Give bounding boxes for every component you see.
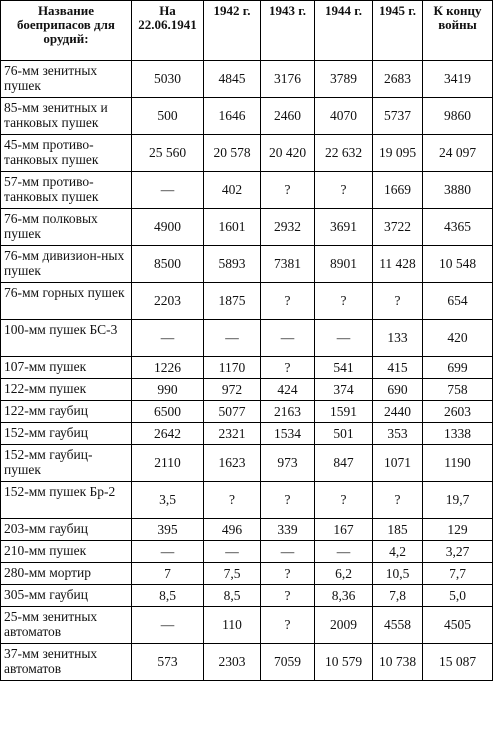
- ammo-name: 85-мм зенитных и танковых пушек: [1, 98, 132, 135]
- value-1942: 1646: [204, 98, 261, 135]
- value-1945: ?: [373, 283, 423, 320]
- value-1941: 3,5: [132, 482, 204, 519]
- value-1943: 2163: [261, 401, 315, 423]
- value-1941: 8,5: [132, 585, 204, 607]
- value-1944: 501: [315, 423, 373, 445]
- table-row: [1, 482, 493, 519]
- value-1943: 7059: [261, 644, 315, 681]
- value-1941: 25 560: [132, 135, 204, 172]
- value-1944: 6,2: [315, 563, 373, 585]
- table-row: [1, 357, 493, 379]
- value-end-of-war: 1338: [423, 423, 493, 445]
- value-end-of-war: 7,7: [423, 563, 493, 585]
- value-1944: 10 579: [315, 644, 373, 681]
- value-1944: 3789: [315, 61, 373, 98]
- value-1941: —: [132, 607, 204, 644]
- value-1944: —: [315, 320, 373, 357]
- value-end-of-war: 1190: [423, 445, 493, 482]
- value-end-of-war: 2603: [423, 401, 493, 423]
- value-end-of-war: 129: [423, 519, 493, 541]
- table-row: [1, 283, 493, 320]
- value-1941: 573: [132, 644, 204, 681]
- ammo-name: 100-мм пушек БС-3: [1, 320, 132, 357]
- value-1941: 1226: [132, 357, 204, 379]
- value-1942: 5893: [204, 246, 261, 283]
- value-end-of-war: 24 097: [423, 135, 493, 172]
- value-1944: 847: [315, 445, 373, 482]
- table-header: [1, 1, 493, 61]
- value-1943: 1534: [261, 423, 315, 445]
- value-1945: 133: [373, 320, 423, 357]
- value-end-of-war: 15 087: [423, 644, 493, 681]
- table-row: [1, 563, 493, 585]
- value-1943: 2932: [261, 209, 315, 246]
- value-1942: 2321: [204, 423, 261, 445]
- ammo-name: 305-мм гаубиц: [1, 585, 132, 607]
- value-1942: 972: [204, 379, 261, 401]
- table-row: [1, 519, 493, 541]
- table-row: [1, 172, 493, 209]
- value-end-of-war: 3880: [423, 172, 493, 209]
- value-end-of-war: 3,27: [423, 541, 493, 563]
- value-1942: 110: [204, 607, 261, 644]
- value-end-of-war: 19,7: [423, 482, 493, 519]
- value-1944: 1591: [315, 401, 373, 423]
- value-end-of-war: 4365: [423, 209, 493, 246]
- value-1942: 496: [204, 519, 261, 541]
- value-1944: 22 632: [315, 135, 373, 172]
- value-1944: 8901: [315, 246, 373, 283]
- ammo-name: 152-мм гаубиц: [1, 423, 132, 445]
- ammo-name: 107-мм пушек: [1, 357, 132, 379]
- value-1942: 1875: [204, 283, 261, 320]
- ammo-name: 76-мм горных пушек: [1, 283, 132, 320]
- value-1945: 185: [373, 519, 423, 541]
- header-1942: 1942 г.: [204, 1, 261, 61]
- table-row: [1, 246, 493, 283]
- value-1941: 500: [132, 98, 204, 135]
- ammo-name: 122-мм пушек: [1, 379, 132, 401]
- value-1941: 395: [132, 519, 204, 541]
- value-1944: 374: [315, 379, 373, 401]
- value-1943: —: [261, 320, 315, 357]
- value-end-of-war: 699: [423, 357, 493, 379]
- value-1945: 415: [373, 357, 423, 379]
- value-1943: ?: [261, 563, 315, 585]
- value-1943: 7381: [261, 246, 315, 283]
- table-row: [1, 320, 493, 357]
- value-1941: 6500: [132, 401, 204, 423]
- ammo-name: 76-мм полковых пушек: [1, 209, 132, 246]
- header-1945: 1945 г.: [373, 1, 423, 61]
- table-row: [1, 135, 493, 172]
- value-1943: 973: [261, 445, 315, 482]
- value-1942: —: [204, 320, 261, 357]
- value-1941: 5030: [132, 61, 204, 98]
- value-1943: ?: [261, 283, 315, 320]
- value-1945: 3722: [373, 209, 423, 246]
- table-row: [1, 445, 493, 482]
- value-1945: 4558: [373, 607, 423, 644]
- value-1941: —: [132, 320, 204, 357]
- ammo-name: 280-мм мортир: [1, 563, 132, 585]
- value-end-of-war: 3419: [423, 61, 493, 98]
- value-1944: —: [315, 541, 373, 563]
- value-end-of-war: 10 548: [423, 246, 493, 283]
- table-row: [1, 98, 493, 135]
- table-row: [1, 423, 493, 445]
- value-end-of-war: 420: [423, 320, 493, 357]
- value-end-of-war: 4505: [423, 607, 493, 644]
- value-1945: 690: [373, 379, 423, 401]
- value-1941: 4900: [132, 209, 204, 246]
- value-1943: ?: [261, 172, 315, 209]
- ammo-name: 122-мм гаубиц: [1, 401, 132, 423]
- ammo-name: 152-мм пушек Бр-2: [1, 482, 132, 519]
- value-1942: 8,5: [204, 585, 261, 607]
- header-ammo-name: Название боеприпасов для орудий:: [1, 1, 132, 61]
- value-1944: 8,36: [315, 585, 373, 607]
- ammo-name: 37-мм зенитных автоматов: [1, 644, 132, 681]
- value-1942: 1170: [204, 357, 261, 379]
- value-1942: 5077: [204, 401, 261, 423]
- value-1945: 1071: [373, 445, 423, 482]
- value-1943: —: [261, 541, 315, 563]
- value-1941: —: [132, 172, 204, 209]
- header-1944: 1944 г.: [315, 1, 373, 61]
- value-end-of-war: 5,0: [423, 585, 493, 607]
- value-1944: ?: [315, 482, 373, 519]
- header-row: [1, 1, 493, 61]
- value-end-of-war: 9860: [423, 98, 493, 135]
- value-1944: 4070: [315, 98, 373, 135]
- value-1945: 1669: [373, 172, 423, 209]
- value-1942: 7,5: [204, 563, 261, 585]
- value-1943: 20 420: [261, 135, 315, 172]
- value-1942: 2303: [204, 644, 261, 681]
- value-end-of-war: 758: [423, 379, 493, 401]
- value-1943: ?: [261, 482, 315, 519]
- value-1944: 167: [315, 519, 373, 541]
- value-1942: 4845: [204, 61, 261, 98]
- value-1944: 3691: [315, 209, 373, 246]
- value-1944: 541: [315, 357, 373, 379]
- value-1945: 353: [373, 423, 423, 445]
- ammo-name: 203-мм гаубиц: [1, 519, 132, 541]
- value-1944: 2009: [315, 607, 373, 644]
- value-1941: —: [132, 541, 204, 563]
- ammo-name: 25-мм зенитных автоматов: [1, 607, 132, 644]
- ammo-name: 76-мм зенитных пушек: [1, 61, 132, 98]
- value-1945: 5737: [373, 98, 423, 135]
- value-1945: 4,2: [373, 541, 423, 563]
- value-1941: 8500: [132, 246, 204, 283]
- value-1945: ?: [373, 482, 423, 519]
- table-row: [1, 209, 493, 246]
- value-1942: 20 578: [204, 135, 261, 172]
- value-1943: 3176: [261, 61, 315, 98]
- value-1945: 10,5: [373, 563, 423, 585]
- table-row: [1, 585, 493, 607]
- header-1943: 1943 г.: [261, 1, 315, 61]
- table-row: [1, 644, 493, 681]
- value-1942: —: [204, 541, 261, 563]
- value-1941: 990: [132, 379, 204, 401]
- value-1941: 2203: [132, 283, 204, 320]
- header-end-of-war: К концу войны: [423, 1, 493, 61]
- value-1942: ?: [204, 482, 261, 519]
- value-1945: 10 738: [373, 644, 423, 681]
- value-1943: ?: [261, 585, 315, 607]
- value-1945: 11 428: [373, 246, 423, 283]
- value-1942: 1601: [204, 209, 261, 246]
- value-1945: 7,8: [373, 585, 423, 607]
- table-body: [1, 61, 493, 681]
- table-row: [1, 541, 493, 563]
- value-1941: 2110: [132, 445, 204, 482]
- ammo-name: 57-мм противо-танковых пушек: [1, 172, 132, 209]
- value-1944: ?: [315, 172, 373, 209]
- value-1943: 339: [261, 519, 315, 541]
- value-1945: 2683: [373, 61, 423, 98]
- value-1943: ?: [261, 607, 315, 644]
- table-row: [1, 401, 493, 423]
- table-row: [1, 379, 493, 401]
- table-row: [1, 607, 493, 644]
- value-1942: 1623: [204, 445, 261, 482]
- ammo-name: 76-мм дивизион-ных пушек: [1, 246, 132, 283]
- value-1945: 2440: [373, 401, 423, 423]
- value-1941: 7: [132, 563, 204, 585]
- value-1943: 424: [261, 379, 315, 401]
- ammo-name: 210-мм пушек: [1, 541, 132, 563]
- value-1943: 2460: [261, 98, 315, 135]
- value-1942: 402: [204, 172, 261, 209]
- header-1941: На 22.06.1941: [132, 1, 204, 61]
- value-1944: ?: [315, 283, 373, 320]
- value-1945: 19 095: [373, 135, 423, 172]
- value-end-of-war: 654: [423, 283, 493, 320]
- value-1943: ?: [261, 357, 315, 379]
- ammo-name: 45-мм противо-танковых пушек: [1, 135, 132, 172]
- ammo-name: 152-мм гаубиц-пушек: [1, 445, 132, 482]
- value-1941: 2642: [132, 423, 204, 445]
- table-row: [1, 61, 493, 98]
